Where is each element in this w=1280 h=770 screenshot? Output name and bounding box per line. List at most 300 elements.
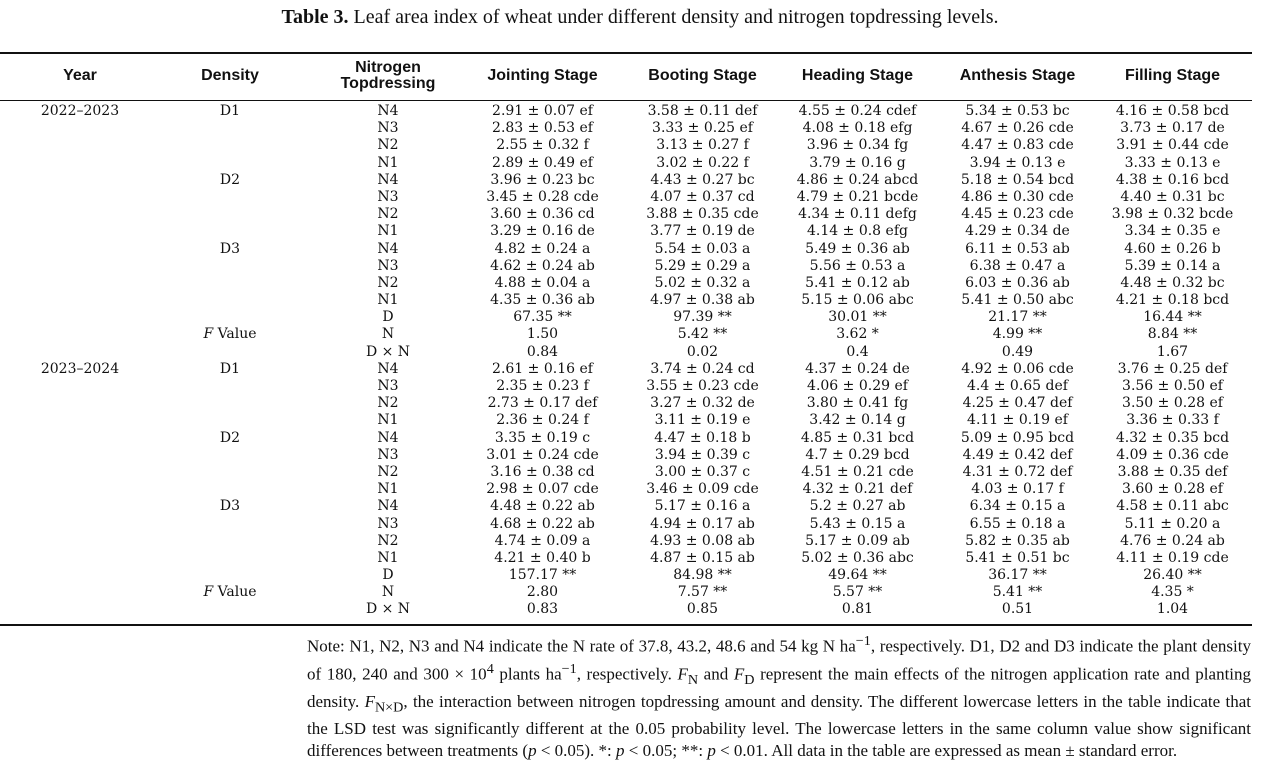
cell-nitrogen: N3 [377,257,399,274]
cell-filling: 5.11 ± 0.20 a [1124,515,1221,532]
header-booting: Booting Stage [648,67,757,84]
cell-nitrogen: N4 [377,240,399,257]
caption-label: Table 3. [281,6,349,28]
cell-jointing: 3.35 ± 0.19 c [494,429,591,446]
cell-density [160,292,300,309]
cell-nitrogen: N4 [377,360,399,377]
cell-booting: 4.47 ± 0.18 b [654,429,751,446]
f-value-rest: Value [213,326,257,343]
cell-year [0,550,160,567]
note-part: represent the main effects of the nitrogen application rate and planting density. [307,664,1252,711]
cell-anthesis: 4.25 ± 0.47 def [962,395,1073,412]
cell-anthesis: 5.18 ± 0.54 bcd [960,171,1075,188]
cell-year [0,498,160,515]
cell-nitrogen: N2 [377,395,399,412]
cell-nitrogen: D [382,309,394,326]
cell-jointing: 2.61 ± 0.16 ef [492,360,593,377]
cell-density: D3 [219,498,241,515]
cell-filling: 1.67 [1156,343,1189,360]
cell-heading: 4.06 ± 0.29 ef [807,378,908,394]
cell-density: D1 [219,103,241,119]
cell-nitrogen: N1 [377,154,399,171]
cell-density [160,464,300,481]
cell-heading: 5.56 ± 0.53 a [809,257,906,274]
cell-nitrogen: N3 [377,515,399,532]
cell-heading: 3.80 ± 0.41 fg [806,395,909,412]
cell-filling: 4.09 ± 0.36 cde [1116,446,1229,463]
cell-heading: 3.96 ± 0.34 fg [806,137,909,154]
cell-jointing: 2.89 ± 0.49 ef [492,154,593,171]
f-italic: F [203,584,214,601]
cell-filling: 4.38 ± 0.16 bcd [1115,171,1230,188]
cell-density [160,206,300,223]
note-italic: p [616,741,625,761]
cell-filling: 3.76 ± 0.25 def [1117,360,1228,377]
cell-anthesis: 4.49 ± 0.42 def [962,446,1073,463]
cell-year: 2022–2023 [40,103,120,119]
note-part: Note: N1, N2, N3 and N4 indicate the N rate of 37.8, 43.2, 48.6 and 54 kg N ha [307,636,856,656]
cell-filling: 3.56 ± 0.50 ef [1122,378,1223,394]
note-part: , respectively. [576,664,678,684]
cell-nitrogen: N1 [377,223,399,240]
table-row [0,155,1252,172]
cell-jointing: 2.73 ± 0.17 def [487,395,598,412]
cell-filling: 4.11 ± 0.19 cde [1116,549,1229,566]
cell-booting: 0.85 [686,601,719,618]
cell-booting: 4.93 ± 0.08 ab [650,532,755,549]
cell-jointing: 1.50 [526,326,559,343]
header-nitrogen-line2: Topdressing [340,75,436,92]
f-value-rest: Value [213,584,257,601]
table-row [0,223,1252,240]
cell-jointing: 4.74 ± 0.09 a [494,532,591,549]
cell-booting: 5.42 ** [677,326,728,343]
cell-density [160,137,300,154]
cell-jointing: 3.60 ± 0.36 cd [490,206,595,223]
table-row [0,447,1252,464]
note-italic: F [677,664,688,684]
table-row [0,567,1252,584]
table-row [0,584,1252,601]
cell-heading: 0.4 [846,343,869,360]
cell-anthesis: 6.03 ± 0.36 ab [965,274,1070,291]
cell-anthesis: 5.41 ± 0.50 abc [961,292,1074,309]
cell-density: D3 [219,240,241,257]
header-heading: Heading Stage [801,67,914,84]
cell-heading: 5.2 ± 0.27 ab [809,498,906,515]
cell-heading: 49.64 ** [828,567,887,584]
cell-booting: 3.11 ± 0.19 e [654,412,751,429]
cell-year [0,584,160,601]
table-row [0,326,1252,343]
cell-anthesis: 4.4 ± 0.65 def [967,378,1068,394]
cell-density [160,447,300,464]
table-row [0,412,1252,429]
table-row [0,103,1252,120]
table-row [0,120,1252,137]
cell-booting: 7.57 ** [677,584,728,601]
cell-year [0,447,160,464]
cell-booting: 5.54 ± 0.03 a [654,240,751,257]
note-sub: N [687,671,699,688]
cell-year [0,223,160,240]
cell-density [160,601,300,618]
cell-jointing: 3.45 ± 0.28 cde [486,188,599,205]
cell-filling: 4.76 ± 0.24 ab [1120,532,1225,549]
cell-heading: 5.49 ± 0.36 ab [805,240,910,257]
cell-anthesis: 5.34 ± 0.53 bc [965,103,1070,119]
cell-heading: 4.7 ± 0.29 bcd [805,446,910,463]
cell-jointing: 4.68 ± 0.22 ab [490,515,595,532]
cell-booting: 3.55 ± 0.23 cde [646,378,759,394]
cell-density [160,533,300,550]
cell-filling: 4.35 * [1151,584,1194,601]
cell-year [0,206,160,223]
note-sup: −1 [855,633,871,649]
table-note [307,630,1251,762]
table-row [0,378,1252,395]
cell-year [0,601,160,618]
cell-year: 2023–2024 [40,360,120,377]
cell-booting: 4.43 ± 0.27 bc [650,171,755,188]
cell-filling: 4.21 ± 0.18 bcd [1115,292,1230,309]
cell-filling: 1.04 [1156,601,1189,618]
table-row [0,137,1252,154]
cell-anthesis: 4.92 ± 0.06 cde [961,360,1074,377]
cell-jointing: 0.84 [526,343,559,360]
cell-heading: 4.85 ± 0.31 bcd [800,429,915,446]
header-filling: Filling Stage [1124,67,1221,84]
cell-anthesis: 4.67 ± 0.26 cde [961,120,1074,137]
cell-filling: 3.60 ± 0.28 ef [1122,481,1223,498]
table-row [0,275,1252,292]
cell-heading: 4.86 ± 0.24 abcd [796,171,919,188]
note-part: < 0.05; **: [624,741,708,761]
cell-booting: 3.77 ± 0.19 de [650,223,755,240]
cell-filling: 3.91 ± 0.44 cde [1116,137,1229,154]
cell-anthesis: 6.34 ± 0.15 a [969,498,1066,515]
cell-heading: 4.08 ± 0.18 efg [802,120,913,137]
cell-nitrogen: N1 [377,292,399,309]
cell-density: D2 [219,429,241,446]
cell-heading: 5.57 ** [832,584,883,601]
cell-jointing: 2.36 ± 0.24 f [496,412,589,429]
cell-nitrogen: N4 [377,498,399,515]
cell-booting: 3.13 ± 0.27 f [656,137,749,154]
cell-jointing: 0.83 [526,601,559,618]
cell-anthesis: 6.55 ± 0.18 a [969,515,1066,532]
cell-year [0,378,160,395]
note-text [307,630,1251,762]
cell-year [0,326,160,343]
cell-jointing: 2.80 [526,584,559,601]
cell-jointing: 3.29 ± 0.16 de [490,223,595,240]
cell-jointing: 4.21 ± 0.40 b [494,549,591,566]
cell-nitrogen: D × N [365,343,411,360]
cell-density [160,344,300,361]
cell-filling: 4.40 ± 0.31 bc [1120,188,1225,205]
note-sup: −1 [561,660,577,677]
cell-nitrogen: N [381,584,395,601]
cell-year [0,292,160,309]
table-header [0,54,1252,98]
cell-nitrogen: N1 [377,481,399,498]
caption-text: Leaf area index of wheat under different density and nitrogen topdressing levels. [353,6,999,28]
cell-nitrogen: N [381,326,395,343]
table-row [0,498,1252,515]
cell-booting: 3.88 ± 0.35 cde [646,206,759,223]
cell-nitrogen: N2 [377,137,399,154]
cell-nitrogen: N3 [377,120,399,137]
note-part: plants ha [493,664,562,684]
cell-density [160,120,300,137]
cell-anthesis: 5.82 ± 0.35 ab [965,532,1070,549]
cell-density [160,567,300,584]
cell-filling: 4.60 ± 0.26 b [1124,240,1221,257]
cell-density: D1 [219,360,241,377]
cell-jointing: 3.16 ± 0.38 cd [490,463,595,480]
table-row [0,464,1252,481]
cell-density [160,189,300,206]
cell-filling: 3.34 ± 0.35 e [1124,223,1221,240]
header-anthesis: Anthesis Stage [959,67,1076,84]
cell-filling: 4.32 ± 0.35 bcd [1115,429,1230,446]
header-nitrogen-line1: Nitrogen [355,59,421,76]
cell-nitrogen: D [382,567,394,584]
cell-anthesis: 0.49 [1001,343,1034,360]
cell-heading: 4.79 ± 0.21 bcde [796,188,919,205]
cell-booting: 5.29 ± 0.29 a [654,257,751,274]
table-row [0,172,1252,189]
table-body [0,103,1252,619]
cell-jointing: 4.82 ± 0.24 a [494,240,591,257]
table-caption [0,6,1280,29]
cell-heading: 3.62 * [836,326,879,343]
cell-heading: 0.81 [841,601,874,618]
cell-booting: 3.94 ± 0.39 c [654,446,751,463]
cell-filling: 26.40 ** [1143,567,1202,584]
table-row [0,481,1252,498]
note-sup: 4 [486,660,494,677]
table-row [0,189,1252,206]
cell-jointing: 2.83 ± 0.53 ef [492,120,593,137]
note-italic: p [528,741,537,761]
cell-jointing: 2.98 ± 0.07 cde [486,481,599,498]
cell-year [0,120,160,137]
cell-density [160,481,300,498]
cell-jointing: 4.48 ± 0.22 ab [490,498,595,515]
cell-anthesis: 4.86 ± 0.30 cde [961,188,1074,205]
cell-year [0,430,160,447]
header-rule [0,100,1252,101]
table-row [0,361,1252,378]
cell-density [160,155,300,172]
cell-year [0,533,160,550]
cell-nitrogen: N2 [377,463,399,480]
cell-nitrogen: D × N [365,601,411,618]
cell-heading: 4.34 ± 0.11 defg [798,206,917,223]
cell-anthesis: 3.94 ± 0.13 e [969,154,1066,171]
cell-anthesis: 5.41 ** [992,584,1043,601]
cell-anthesis: 21.17 ** [988,309,1047,326]
cell-year [0,464,160,481]
cell-nitrogen: N1 [377,549,399,566]
cell-year [0,172,160,189]
cell-jointing: 4.62 ± 0.24 ab [490,257,595,274]
table-row [0,258,1252,275]
f-italic: F [203,326,214,343]
cell-year [0,412,160,429]
cell-booting: 3.27 ± 0.32 de [650,395,755,412]
cell-filling: 3.98 ± 0.32 bcde [1111,206,1234,223]
cell-density [160,309,300,326]
cell-density [160,584,300,601]
cell-nitrogen: N3 [377,188,399,205]
table-row [0,241,1252,258]
cell-year [0,137,160,154]
cell-density [160,258,300,275]
note-italic: p [707,741,716,761]
table-row [0,309,1252,326]
header-nitrogen [318,54,458,98]
cell-year [0,309,160,326]
cell-heading: 3.79 ± 0.16 g [809,154,906,171]
table-row [0,206,1252,223]
cell-filling: 5.39 ± 0.14 a [1124,257,1221,274]
cell-year [0,567,160,584]
cell-density [160,275,300,292]
cell-nitrogen: N2 [377,274,399,291]
cell-year [0,189,160,206]
note-part: , respectively. D1, D2 and D3 indicate the plant density of 180, 240 and 300 × 10 [307,636,1251,684]
cell-jointing: 3.01 ± 0.24 cde [486,446,599,463]
cell-nitrogen: N2 [377,206,399,223]
cell-year [0,241,160,258]
cell-heading: 5.02 ± 0.36 abc [801,549,914,566]
cell-anthesis: 5.09 ± 0.95 bcd [960,429,1075,446]
cell-year [0,155,160,172]
cell-booting: 5.02 ± 0.32 a [654,274,751,291]
cell-filling: 4.58 ± 0.11 abc [1116,498,1229,515]
cell-booting: 0.02 [686,343,719,360]
cell-booting: 4.97 ± 0.38 ab [650,292,755,309]
cell-heading: 5.17 ± 0.09 ab [805,532,910,549]
cell-booting: 3.02 ± 0.22 f [656,154,749,171]
cell-year [0,481,160,498]
cell-anthesis: 0.51 [1001,601,1034,618]
cell-density [160,550,300,567]
cell-nitrogen: N3 [377,378,399,394]
cell-year [0,258,160,275]
cell-year [0,344,160,361]
cell-filling: 4.48 ± 0.32 bc [1120,274,1225,291]
cell-filling: 3.33 ± 0.13 e [1124,154,1221,171]
table-row [0,344,1252,361]
cell-heading: 3.42 ± 0.14 g [809,412,906,429]
cell-heading: 30.01 ** [828,309,887,326]
bottom-rule [0,624,1252,626]
cell-jointing: 2.35 ± 0.23 f [496,378,589,394]
cell-jointing: 2.91 ± 0.07 ef [492,103,593,119]
header-jointing: Jointing Stage [487,67,598,84]
cell-anthesis: 4.99 ** [992,326,1043,343]
note-part: < 0.01. All data in the table are expressed as mean ± standard error. [715,741,1178,761]
cell-nitrogen: N1 [377,412,399,429]
table-row [0,550,1252,567]
cell-filling: 16.44 ** [1143,309,1202,326]
cell-anthesis: 6.38 ± 0.47 a [969,257,1066,274]
cell-booting: 4.07 ± 0.37 cd [650,188,755,205]
cell-density: D2 [219,171,241,188]
cell-year [0,275,160,292]
note-part: and [698,664,734,684]
note-italic: F [364,691,375,711]
cell-filling: 8.84 ** [1147,326,1198,343]
note-sub: N×D [374,699,404,716]
cell-density [160,516,300,533]
cell-filling: 3.73 ± 0.17 de [1120,120,1225,137]
cell-density [160,395,300,412]
cell-jointing: 157.17 ** [508,567,577,584]
table-row [0,430,1252,447]
cell-heading: 4.14 ± 0.8 efg [807,223,908,240]
cell-booting: 3.58 ± 0.11 def [647,103,758,119]
cell-density [160,223,300,240]
header-year: Year [63,67,97,84]
cell-booting: 4.87 ± 0.15 ab [650,549,755,566]
cell-nitrogen: N2 [377,532,399,549]
cell-nitrogen: N4 [377,429,399,446]
cell-booting: 97.39 ** [673,309,732,326]
cell-anthesis: 4.31 ± 0.72 def [962,463,1073,480]
cell-booting: 3.46 ± 0.09 cde [646,481,759,498]
cell-heading: 4.51 ± 0.21 cde [801,463,914,480]
cell-nitrogen: N4 [377,171,399,188]
cell-heading: 5.15 ± 0.06 abc [801,292,914,309]
cell-anthesis: 4.03 ± 0.17 f [971,481,1064,498]
table-row [0,533,1252,550]
table-row [0,395,1252,412]
cell-year [0,395,160,412]
table-row [0,601,1252,618]
cell-booting: 84.98 ** [673,567,732,584]
cell-jointing: 67.35 ** [513,309,572,326]
cell-jointing: 4.88 ± 0.04 a [494,274,591,291]
cell-density [160,378,300,395]
cell-filling: 3.88 ± 0.35 def [1117,463,1228,480]
cell-filling: 3.36 ± 0.33 f [1126,412,1219,429]
cell-density [160,326,300,343]
cell-anthesis: 4.47 ± 0.83 cde [961,137,1074,154]
cell-anthesis: 6.11 ± 0.53 ab [965,240,1070,257]
header-density: Density [201,67,259,84]
cell-nitrogen: N4 [377,103,399,119]
cell-heading: 4.37 ± 0.24 de [805,360,910,377]
cell-anthesis: 4.29 ± 0.34 de [965,223,1070,240]
cell-density [160,412,300,429]
note-part: < 0.05). *: [536,741,617,761]
cell-heading: 5.43 ± 0.15 a [809,515,906,532]
cell-heading: 5.41 ± 0.12 ab [805,274,910,291]
cell-booting: 3.00 ± 0.37 c [654,463,751,480]
cell-booting: 3.74 ± 0.24 cd [650,360,755,377]
cell-jointing: 4.35 ± 0.36 ab [490,292,595,309]
table-row [0,516,1252,533]
note-sub: D [744,671,755,688]
cell-jointing: 2.55 ± 0.32 f [496,137,589,154]
cell-jointing: 3.96 ± 0.23 bc [490,171,595,188]
cell-anthesis: 4.11 ± 0.19 ef [967,412,1068,429]
